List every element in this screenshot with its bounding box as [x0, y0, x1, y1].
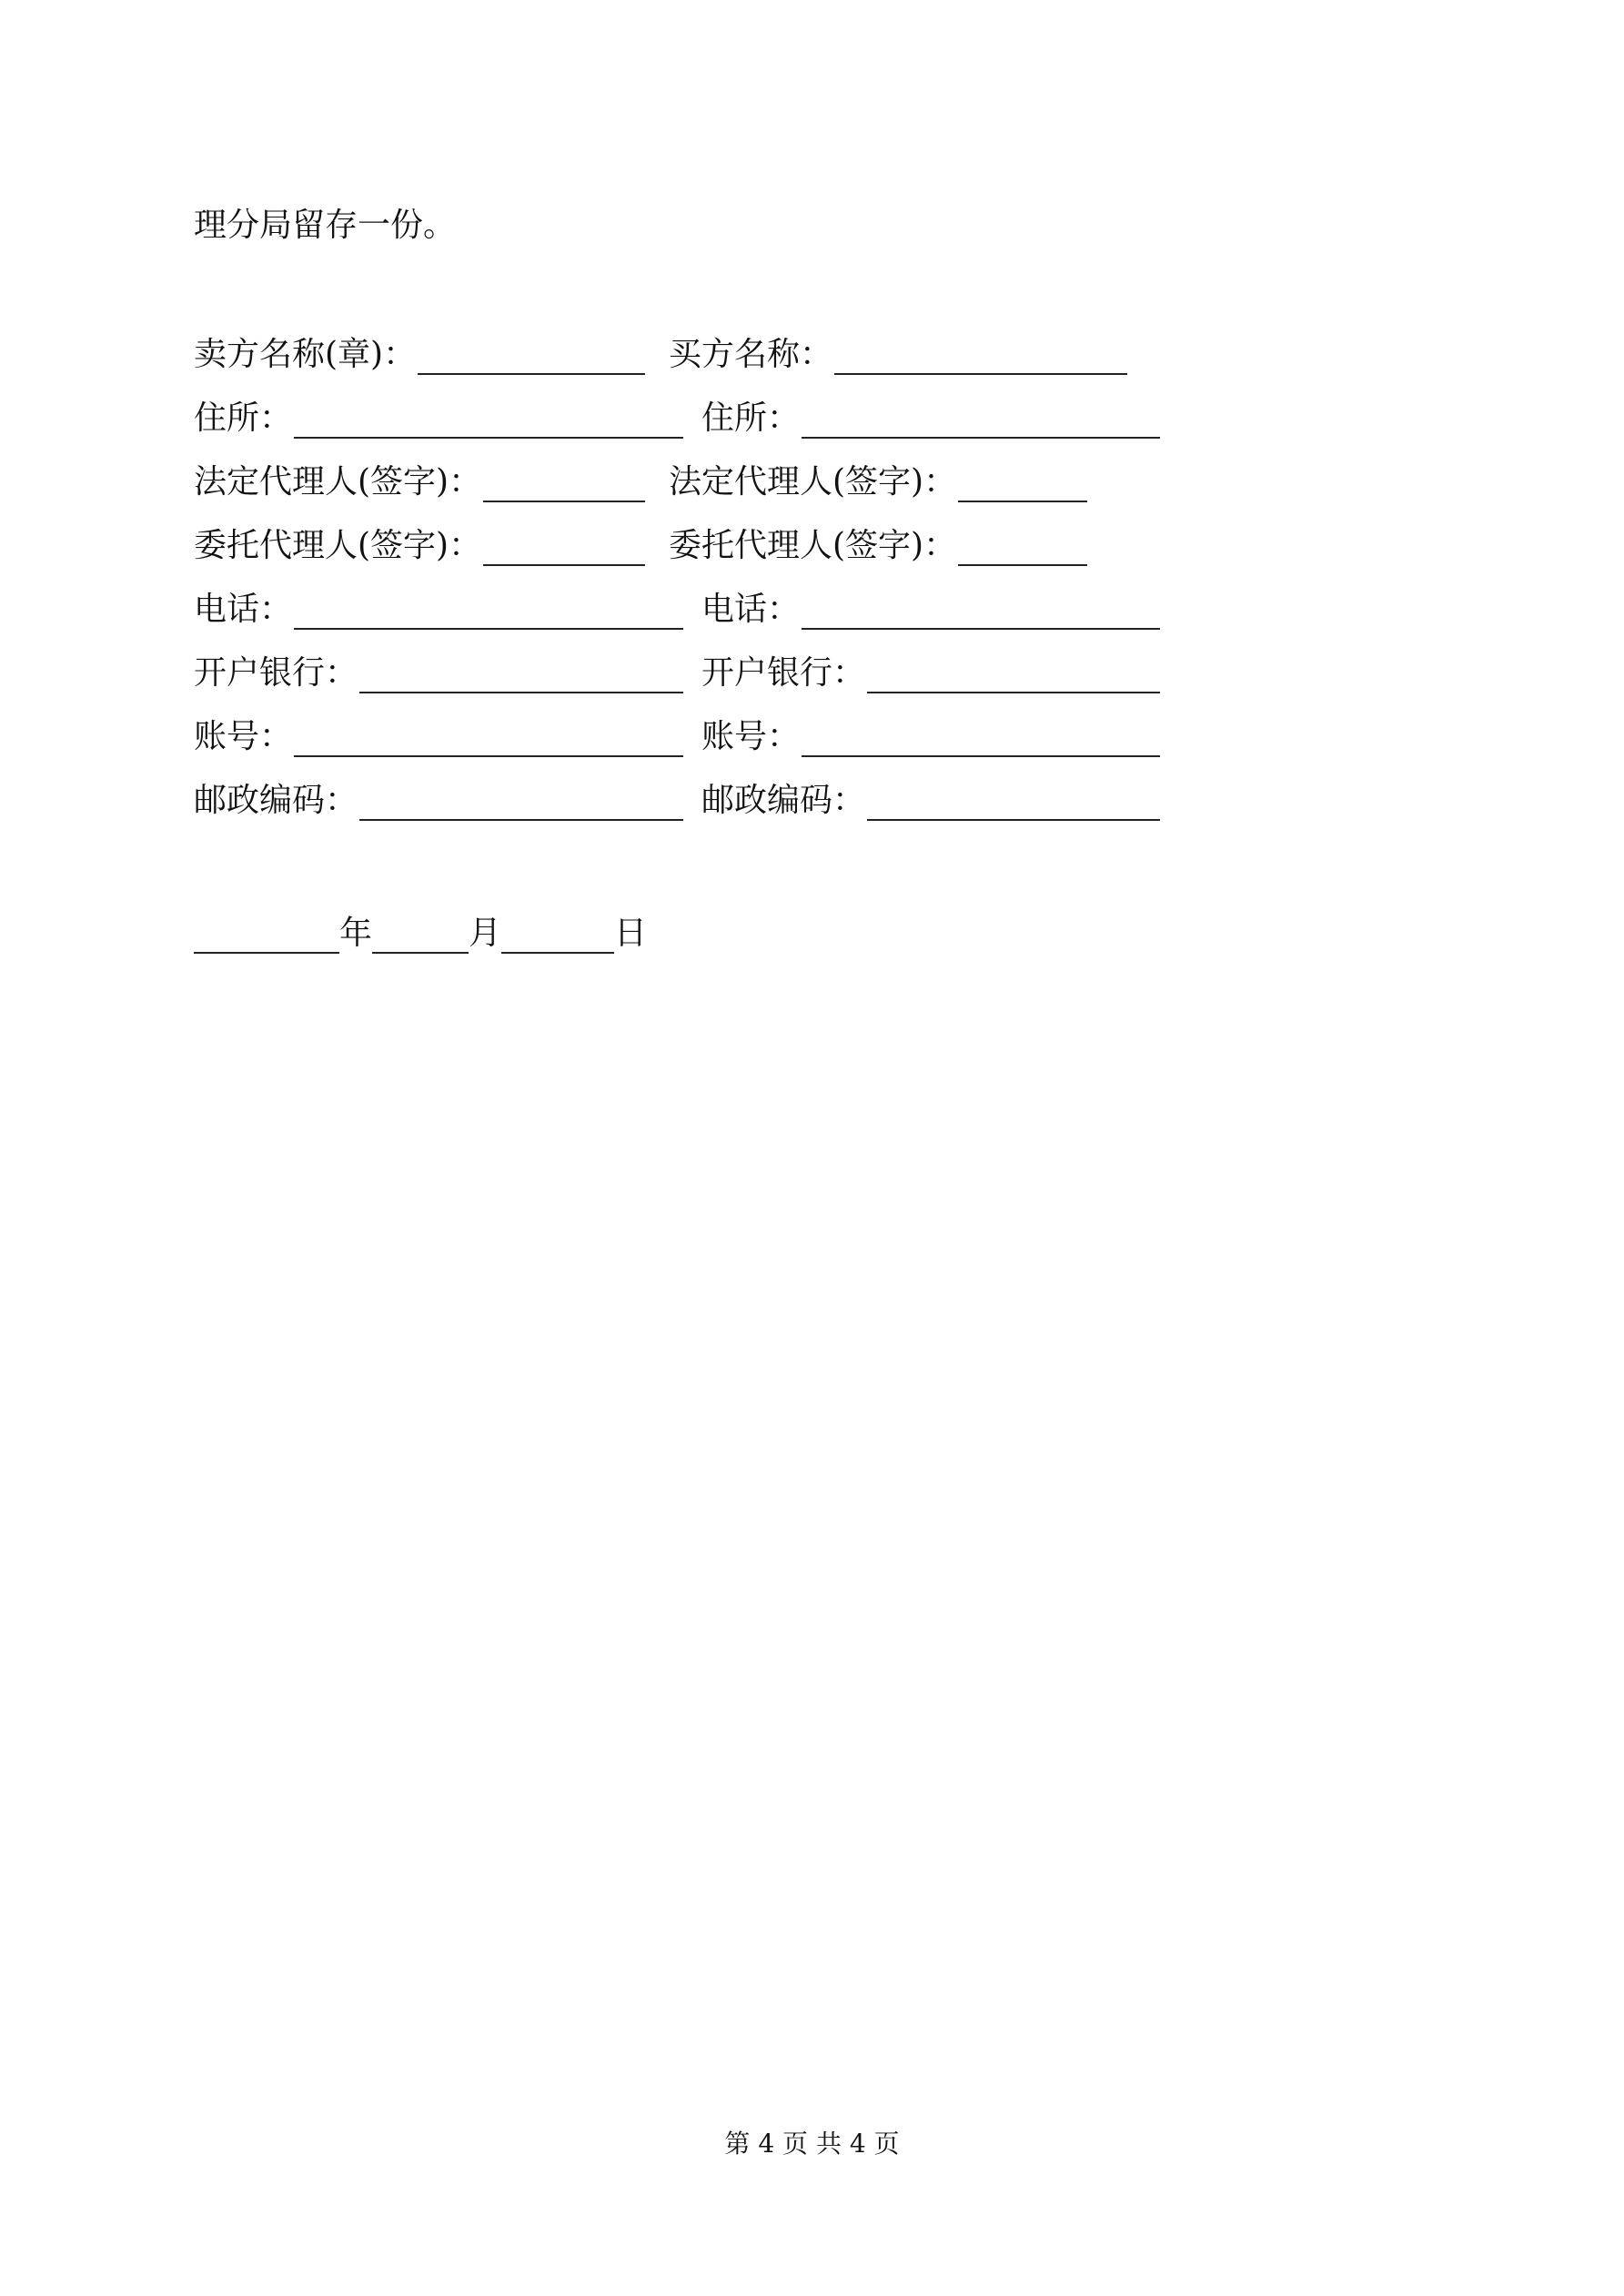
buyer-account-blank[interactable] [802, 719, 1160, 757]
seller-account-label: 账号： [194, 718, 293, 755]
seller-name-label: 卖方名称(章)： [194, 336, 417, 373]
buyer-agent-label: 委托代理人(签字)： [669, 527, 957, 564]
buyer-bank-blank[interactable] [867, 655, 1160, 693]
seller-phone-blank[interactable] [294, 592, 683, 630]
continuation-paragraph: 理分局留存一份。 [194, 207, 457, 244]
year-blank[interactable] [194, 915, 339, 954]
seller-account-blank[interactable] [294, 719, 683, 757]
buyer-name-field [669, 329, 1127, 380]
buyer-bank-label: 开户银行： [701, 654, 866, 692]
buyer-account-field [701, 712, 1160, 763]
buyer-legal-rep-blank[interactable] [958, 464, 1087, 502]
seller-bank-field [194, 648, 683, 699]
buyer-name-label: 买方名称： [669, 336, 833, 373]
buyer-legal-rep-field [669, 457, 1087, 508]
seller-name-field [194, 329, 645, 380]
buyer-account-label: 账号： [701, 718, 801, 755]
buyer-address-field [701, 393, 1160, 444]
seller-postcode-label: 邮政编码： [194, 782, 358, 819]
seller-phone-field [194, 584, 683, 635]
buyer-bank-field [701, 648, 1160, 699]
day-label: 日 [614, 915, 648, 952]
seller-agent-blank[interactable] [483, 528, 645, 566]
seller-legal-rep-label: 法定代理人(签字)： [194, 463, 482, 501]
seller-address-field [194, 393, 683, 444]
seller-postcode-field [194, 775, 683, 826]
seller-phone-label: 电话： [194, 591, 293, 628]
buyer-agent-field [669, 521, 1087, 571]
buyer-postcode-label: 邮政编码： [701, 782, 866, 819]
seller-agent-field [194, 521, 645, 571]
seller-account-field [194, 712, 683, 763]
seller-agent-label: 委托代理人(签字)： [194, 527, 482, 564]
buyer-agent-blank[interactable] [958, 528, 1087, 566]
buyer-phone-field [701, 584, 1160, 635]
seller-postcode-blank[interactable] [359, 783, 683, 821]
seller-legal-rep-field [194, 457, 645, 508]
seller-bank-blank[interactable] [359, 655, 683, 693]
month-label: 月 [469, 915, 502, 952]
page-number-footer: 第 4 页 共 4 页 [724, 2129, 900, 2159]
month-blank[interactable] [372, 915, 469, 954]
day-blank[interactable] [501, 915, 614, 954]
seller-address-blank[interactable] [294, 400, 683, 439]
seller-name-blank[interactable] [418, 337, 645, 375]
buyer-address-blank[interactable] [802, 400, 1160, 439]
year-label: 年 [339, 915, 373, 952]
seller-bank-label: 开户银行： [194, 654, 358, 692]
buyer-phone-label: 电话： [701, 591, 801, 628]
seller-legal-rep-blank[interactable] [483, 464, 645, 502]
buyer-name-blank[interactable] [834, 337, 1127, 375]
buyer-address-label: 住所： [701, 400, 801, 437]
seller-address-label: 住所： [194, 400, 293, 437]
buyer-legal-rep-label: 法定代理人(签字)： [669, 463, 957, 501]
date-line [194, 908, 647, 959]
buyer-phone-blank[interactable] [802, 592, 1160, 630]
buyer-postcode-field [701, 775, 1160, 826]
buyer-postcode-blank[interactable] [867, 783, 1160, 821]
